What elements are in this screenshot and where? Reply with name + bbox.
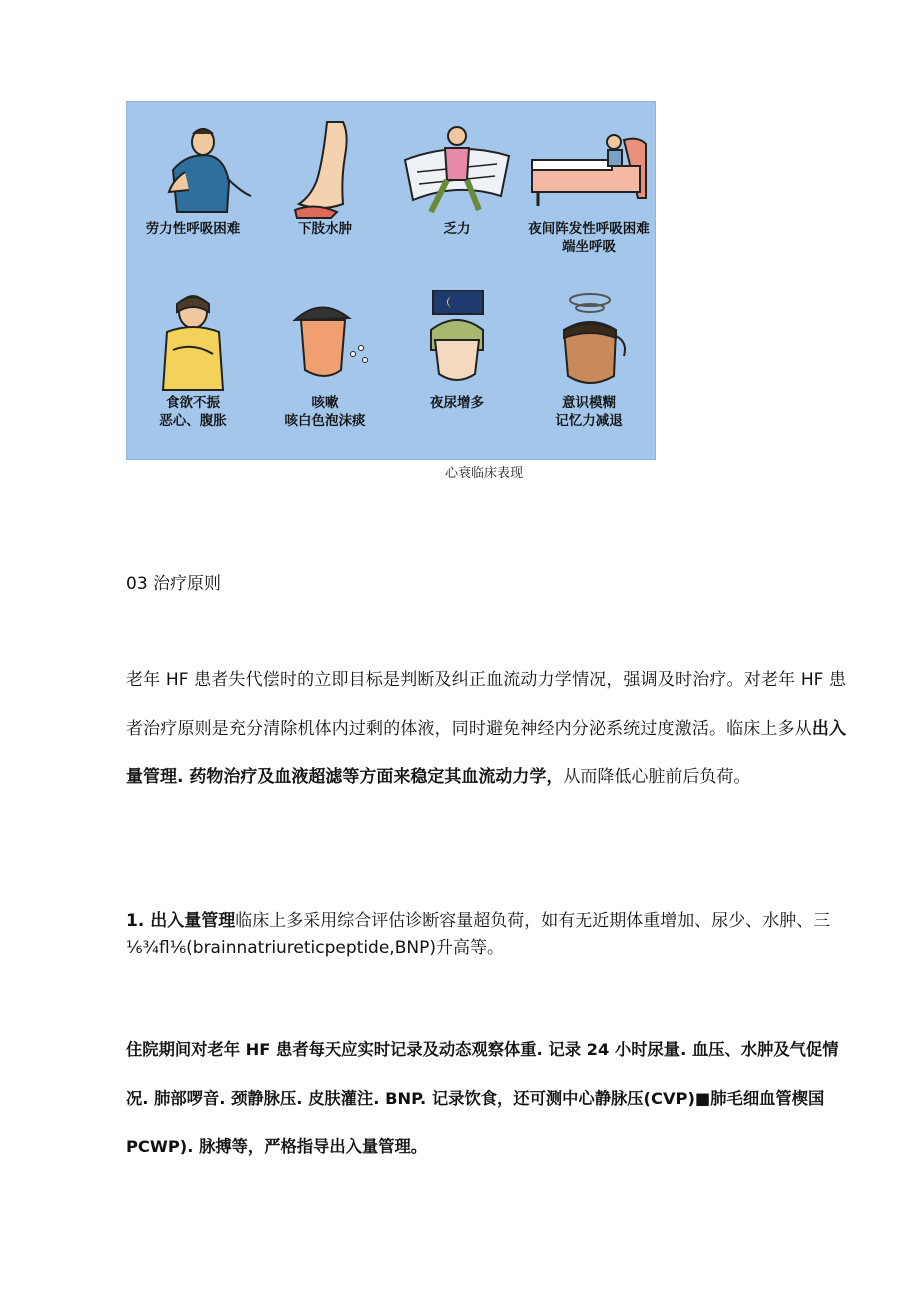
- panel-label-2: 记忆力减退: [555, 413, 623, 429]
- paragraph-principles: [126, 656, 846, 802]
- panel-label: 乏力: [443, 221, 471, 237]
- fatigue-person-icon: [397, 120, 517, 220]
- nausea-person-icon: [133, 290, 253, 394]
- panel-label: 食欲不振: [166, 395, 220, 411]
- panel-cough: [259, 290, 391, 430]
- dizzy-person-icon: [524, 290, 654, 394]
- text-run-bold: 药物治疗及血液超滤等方面来稳定其血流动力学，: [189, 767, 564, 787]
- text-run: 临床上多采用综合评估诊断容量超负荷，如有无近期体重增加、尿少、水肿、三⅙¾fl⅙(brainnatriureticpeptide,BNP)升高等。: [126, 911, 831, 958]
- panel-confusion: [523, 290, 655, 430]
- symptoms-figure: [126, 101, 656, 460]
- text-run: 从而降低心脏前后负荷。: [563, 767, 751, 787]
- panel-label-2: 咳白色泡沫痰: [284, 413, 366, 429]
- panel-leg-edema: [259, 120, 391, 238]
- paragraph-inpatient-monitoring: 住院期间对老年 HF 患者每天应实时记录及动态观察体重. 记录 24 小时尿量. 血压、水肿及气促情况. 肺部啰音. 颈静脉压. 皮肤灌注. BNP. 记录饮食，还可测中心静脉压(CVP)■肺毛细血管楔国 PCWP). 脉搏等，严格指导出入量管理。: [126, 1040, 839, 1156]
- night-sleeper-icon: [397, 290, 517, 394]
- panel-nocturia: [391, 290, 523, 412]
- panel-exertional-dyspnea: [127, 120, 259, 238]
- paragraph-fluid-management: [126, 908, 846, 962]
- swollen-leg-icon: [265, 120, 385, 220]
- panel-label: 劳力性呼吸困难: [145, 221, 241, 237]
- bed-sitting-icon: [524, 120, 654, 220]
- panel-label: 意识模糊: [562, 395, 616, 411]
- panel-nocturnal-dyspnea: [523, 120, 655, 256]
- text-run-bold: 出入量管理: [126, 718, 847, 787]
- panel-label: 夜尿增多: [430, 395, 484, 411]
- section-heading: 03 治疗原则: [126, 574, 222, 594]
- panel-fatigue: [391, 120, 523, 238]
- panel-label: 夜间阵发性呼吸困难: [528, 221, 650, 237]
- panel-label-2: 端坐呼吸: [562, 239, 616, 255]
- figure-caption: 心衰临床表现: [444, 466, 523, 481]
- panel-label-2: 恶心、腹胀: [159, 413, 227, 429]
- text-run-bold: 1. 出入量管理: [126, 911, 236, 931]
- panel-label: 下肢水肿: [298, 221, 352, 237]
- panel-poor-appetite: [127, 290, 259, 430]
- coughing-man-icon: [265, 290, 385, 394]
- panel-label: 咳嗽: [311, 395, 339, 411]
- text-run-bold: .: [177, 767, 190, 787]
- breathless-man-icon: [133, 120, 253, 220]
- text-run: 老年 HF 患者失代偿时的立即目标是判断及纠正血流动力学情况，强调及时治疗。对老年 HF 患者治疗原则是充分清除机体内过剩的体液，同时避免神经内分泌系统过度激活。临床上多从: [126, 670, 846, 739]
